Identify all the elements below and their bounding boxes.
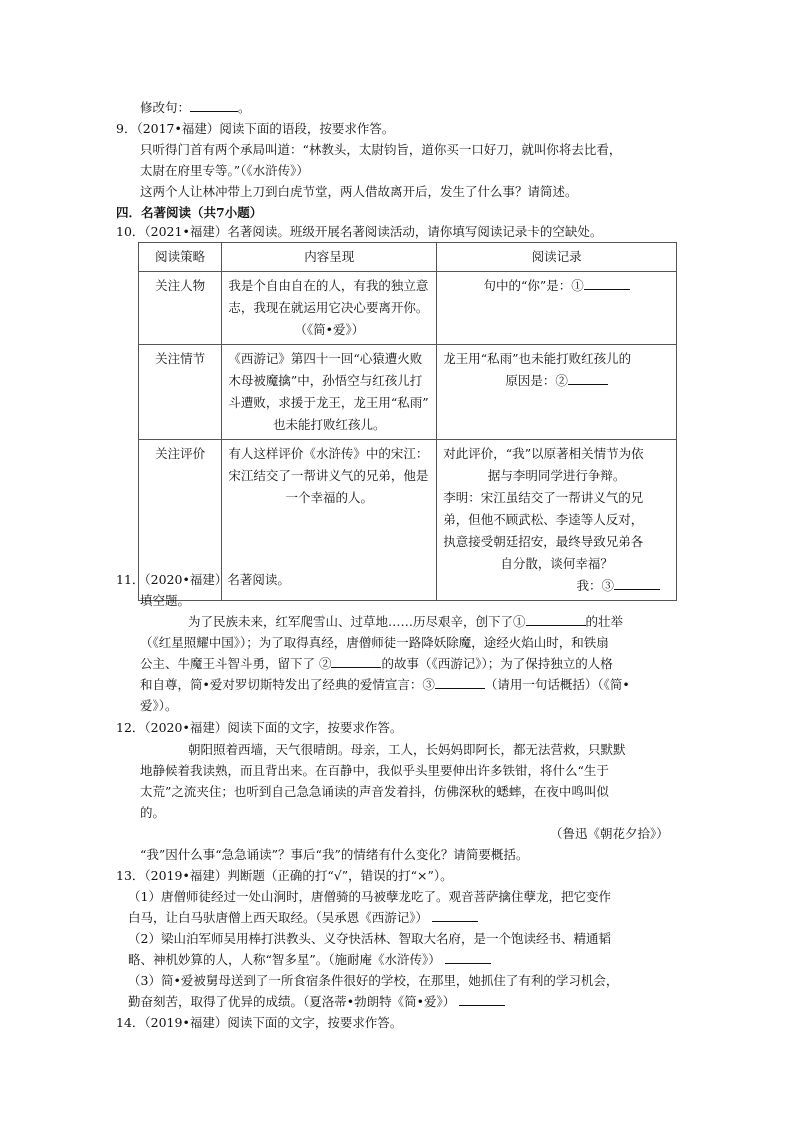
answer-blank[interactable]	[584, 276, 630, 290]
answer-blank[interactable]	[526, 612, 586, 626]
q13-item: （3）简•爱被舅母送到了一所食宿条件很好的学校，在那里，她抓住了有利的学习机会，	[128, 973, 619, 988]
record-cell: 句中的“你”是：①	[437, 272, 677, 345]
answer-blank[interactable]	[331, 654, 381, 668]
column-header: 阅读策略	[139, 243, 222, 272]
q10-heading: 10．（2021•福建）名著阅读。班级开展名著阅读活动，请你填写阅读记录卡的空缺处。	[116, 224, 603, 239]
q8-revised-sentence: 修改句： 。	[140, 100, 251, 115]
strategy-cell: 关注人物	[139, 272, 222, 345]
record-cell: 对此评价，“我”以原著相关情节为依 据与李明同学进行争辩。 李明：宋江虽结交了一帮讲义气的兄 弟，但他不顾武松、李逵等人反对， 执意接受朝廷招安，最终导致兄弟各 自分散，谈何幸福？ 我：③	[437, 440, 677, 601]
q12-source: （鲁迅《朝花夕拾》）	[550, 826, 669, 841]
q9-heading: 9．（2017•福建）阅读下面的语段，按要求作答。	[116, 121, 395, 136]
content-cell: 我是个自由自在的人，有我的独立意 志，我现在就运用它决心要离开你。 （《简•爱》）	[222, 272, 437, 345]
answer-blank[interactable]	[614, 576, 660, 590]
q12-question: “我”因什么事“急急诵读”？事后“我”的情绪有什么变化？请简要概括。	[140, 847, 529, 862]
q12-passage-line: 地静候着我读熟，而且背出来。在百静中，我似乎头里要伸出许多铁钳，将什么“生于	[140, 763, 609, 778]
column-header: 内容呈现	[222, 243, 437, 272]
answer-blank[interactable]	[432, 908, 478, 922]
reading-record-table	[138, 242, 677, 601]
answer-blank[interactable]	[459, 992, 505, 1006]
answer-blank[interactable]	[435, 675, 485, 689]
q12-passage-line: 的。	[140, 805, 166, 820]
q11-line: 和自尊，简•爱对罗切斯特发出了经典的爱情宣言：③ （请用一句话概括）（《简•	[140, 677, 630, 692]
q13-item: 勤奋刻苦，取得了优异的成绩。（夏洛蒂•勃朗特《简•爱》）	[128, 992, 505, 1012]
record-cell: 龙王用“私雨”也未能打败红孩儿的 原因是：②	[437, 345, 677, 440]
q13-heading: 13．（2019•福建）判断题（正确的打“√”，错误的打“×”）。	[116, 868, 453, 883]
q11-subheading: 填空题。	[140, 593, 191, 608]
q12-passage-line: 太荒”之流夹住；也听到自己急急诵读的声音发着抖，仿佛深秋的蟋蟀，在夜中鸣叫似	[140, 784, 609, 799]
table-row	[139, 345, 677, 440]
answer-blank[interactable]	[568, 371, 608, 385]
strategy-cell: 关注情节	[139, 345, 222, 440]
content-cell: 《西游记》第四十一回“心猿遭火败 木母被魔擒”中，孙悟空与红孩儿打 斗遭败，求援于龙王，龙王用“私雨” 也未能打败红孩儿。	[222, 345, 437, 440]
table-row	[139, 272, 677, 345]
q11-line: 爱》）。	[140, 698, 178, 713]
q9-question: 这两个人让林冲带上刀到白虎节堂，两人借故离开后，发生了什么事？请简述。	[140, 184, 578, 199]
q11-line: 公主、牛魔王斗智斗勇，留下了 ② 的故事（《西游记》）；为了保持独立的人格	[140, 656, 613, 671]
table-header-row	[139, 243, 677, 272]
answer-blank[interactable]	[190, 98, 238, 112]
q13-item: （2）梁山泊军师吴用棒打洪教头、义夺快活林、智取大名府，是一个饱读经书、精通韬	[128, 931, 611, 946]
q12-passage-line: 朝阳照着西墙，天气很晴朗。母亲，工人，长妈妈即阿长，都无法营救，只默默	[188, 742, 626, 757]
q11-line: （《红星照耀中国》）；为了取得真经，唐僧师徒一路降妖除魔，途经火焰山时，和铁扇	[140, 635, 609, 650]
q13-item: （1）唐僧师徒经过一处山涧时，唐僧骑的马被孽龙吃了。观音菩萨擒住孽龙，把它变作	[128, 889, 611, 904]
q9-passage-line: 太尉在府里专等。”（《水浒传》）	[140, 163, 309, 178]
column-header: 阅读记录	[437, 243, 677, 272]
content-cell: 有人这样评价《水浒传》中的宋江： 宋江结交了一帮讲义气的兄弟，他是 一个幸福的人。	[222, 440, 437, 601]
strategy-cell: 关注评价	[139, 440, 222, 601]
section-heading: 四．名著阅读（共7小题）	[116, 205, 263, 220]
q11-line: 为了民族未来，红军爬雪山、过草地……历尽艰辛，创下了① 的壮举	[188, 614, 624, 629]
answer-blank[interactable]	[445, 950, 491, 964]
q11-heading: 11．（2020•福建）名著阅读。	[116, 572, 290, 587]
q9-passage-line: 只听得门首有两个承局叫道：“林教头，太尉钧旨，道你买一口好刀，就叫你将去比看，	[140, 142, 622, 157]
q13-item: 白马，让白马驮唐僧上西天取经。（吴承恩《西游记》）	[128, 908, 478, 928]
q12-heading: 12．（2020•福建）阅读下面的文字，按要求作答。	[116, 720, 403, 735]
q14-heading: 14．（2019•福建）阅读下面的文字，按要求作答。	[116, 1015, 403, 1030]
q13-item: 略、神机妙算的人，人称“智多星”。（施耐庵《水浒传》）	[128, 950, 491, 970]
